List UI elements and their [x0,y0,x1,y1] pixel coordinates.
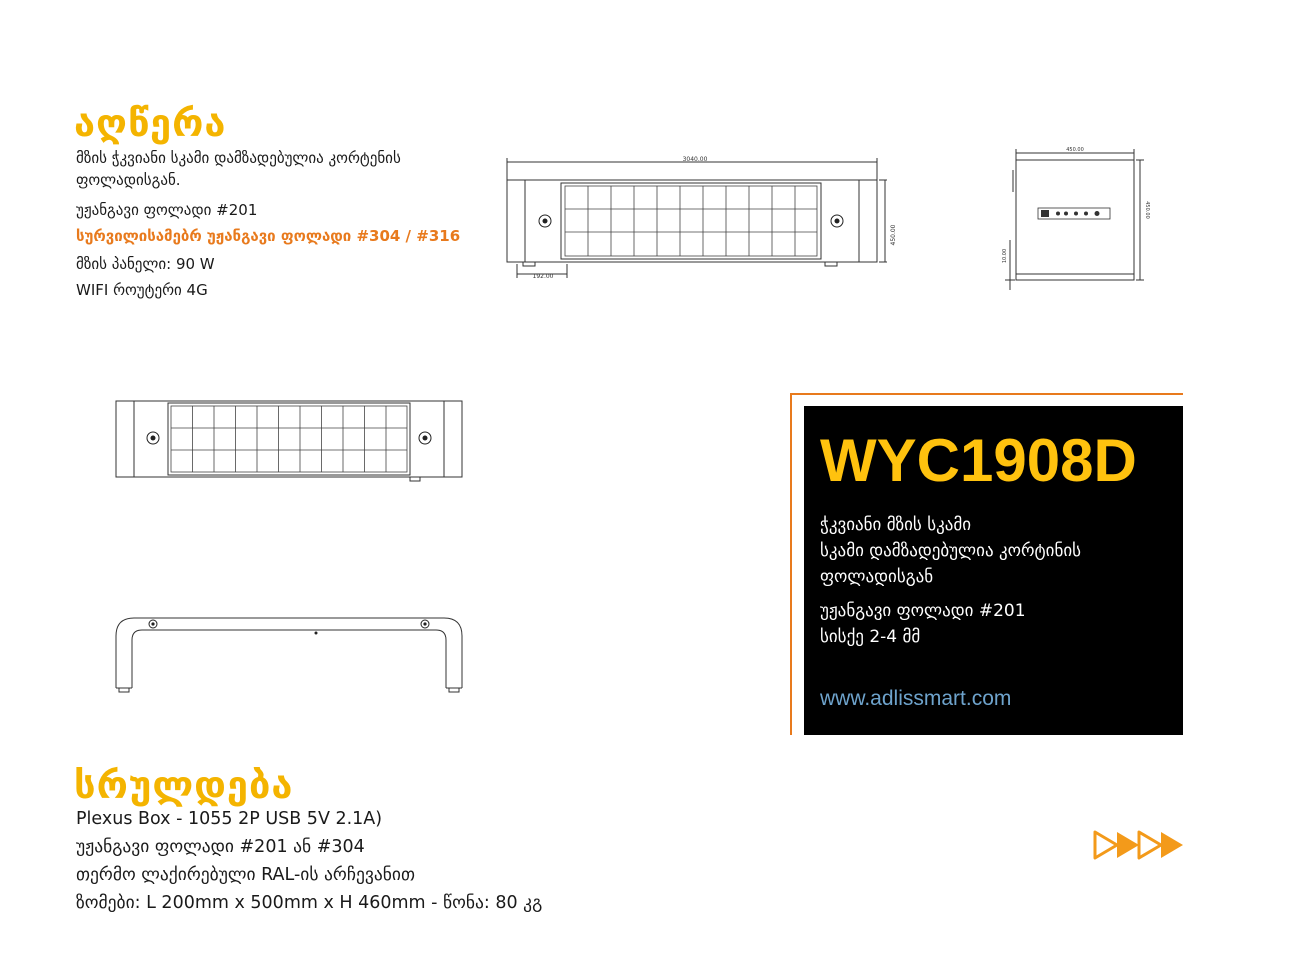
bench-front-view-drawing [110,610,470,700]
side-view-left-label: 10.00 [1002,248,1008,264]
performance-line-2: უჟანგავი ფოლადი #201 ან #304 [76,837,365,857]
top-view-width-label: 3040.00 [682,156,708,163]
panel-line-3: ფოლადისგან [820,567,934,587]
panel-line-2: სკამი დამზადებულია კორტინის [820,541,1082,561]
description-line-1: მზის ჭკვიანი სკამი დამზადებულია კორტენის [76,149,401,167]
model-code: WYC1908D [820,427,1137,494]
triple-arrow-icon [1090,828,1186,862]
side-view-top-label: 450.00 [1066,147,1084,153]
description-line-6: WIFI როუტერი 4G [76,281,208,299]
website-link[interactable]: www.adlissmart.com [820,687,1012,710]
panel-frame-top [790,393,1183,395]
description-heading: აღწერა [74,101,227,145]
panel-line-5: სისქე 2-4 მმ [820,627,921,647]
top-view-height-label: 450.00 [890,224,897,246]
performance-line-3: თერმო ლაქირებული RAL-ის არჩევანით [76,865,415,885]
description-line-5: მზის პანელი: 90 W [76,255,215,273]
panel-line-4: უჟანგავი ფოლადი #201 [820,601,1026,621]
description-line-3: უჟანგავი ფოლადი #201 [76,201,258,219]
top-view-offset-label: 192.00 [532,273,554,280]
bench-top-view-drawing [110,395,470,485]
side-view-dimension-drawing [1000,140,1150,290]
description-line-4: სურვილისამებრ უჟანგავი ფოლადი #304 / #316 [76,227,461,245]
performance-line-4: ზომები: L 200mm x 500mm x H 460mm - წონა: 80 კგ [76,893,543,913]
model-info-panel [804,406,1183,735]
description-line-2: ფოლადისგან. [76,171,181,189]
performance-line-1: Plexus Box - 1055 2P USB 5V 2.1A) [76,809,383,829]
side-view-right-label: 450.00 [1144,201,1150,219]
panel-line-1: ჭკვიანი მზის სკამი [820,515,972,535]
top-view-dimension-drawing [495,150,905,285]
performance-heading: სრულდება [74,763,294,807]
panel-frame-left [790,393,792,735]
